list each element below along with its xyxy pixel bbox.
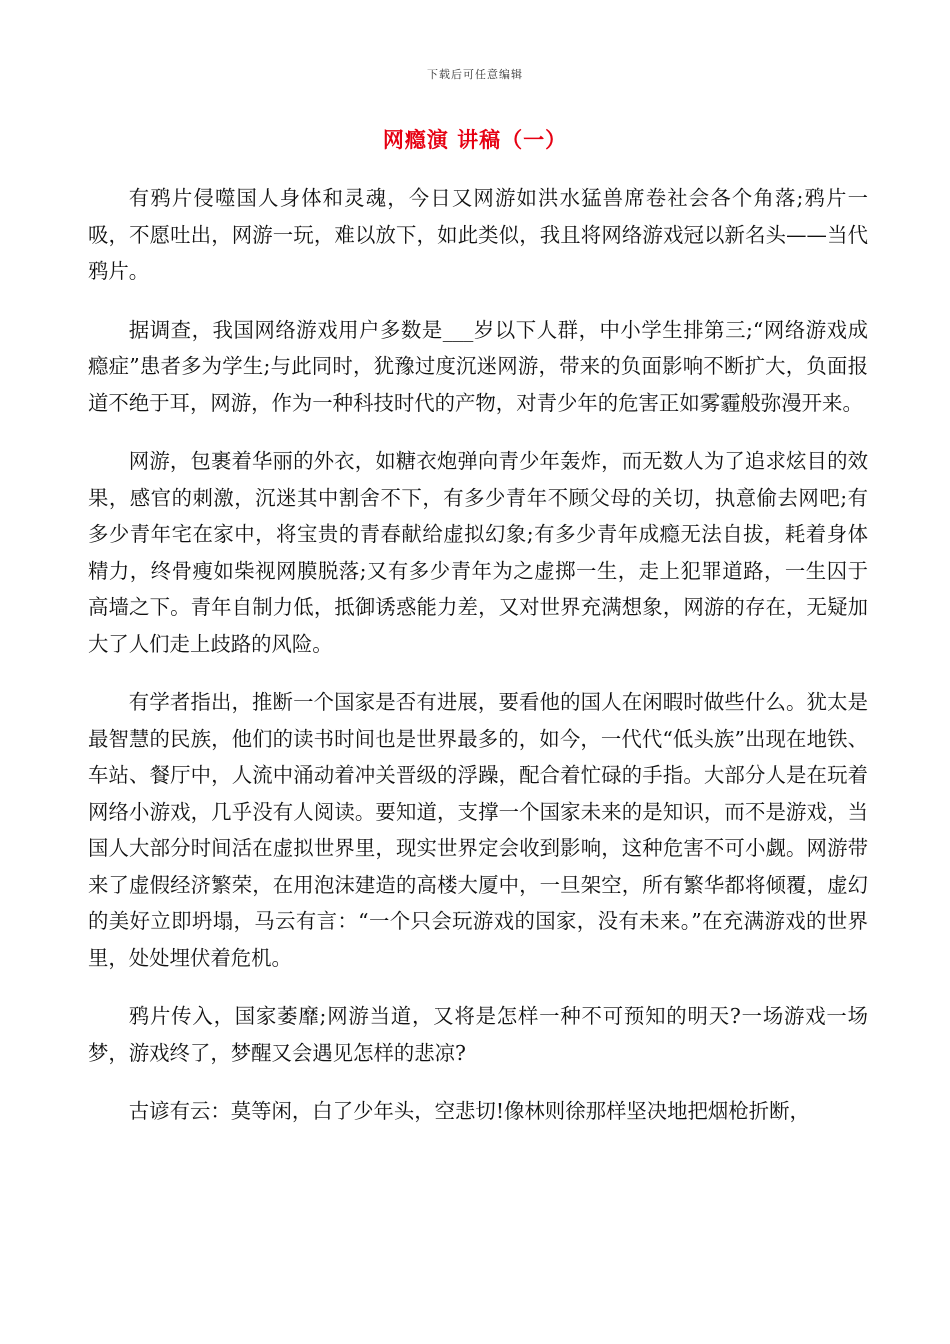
paragraph-6: 古谚有云：莫等闲，白了少年头，空悲切!像林则徐那样坚决地把烟枪折断， <box>128 1099 810 1123</box>
paragraph-3: 网游，包裹着华丽的外衣，如糖衣炮弹向青少年轰炸，而无数人为了追求炫目的效果，感官的刺激，沉迷其中割舍不下，有多少青年不顾父母的关切，执意偷去网吧;有多少青年宅在家中，将宝贵的青春献给虚拟幻象;有多少青年成瘾无法自拔，耗着身体精力，终骨瘦如柴视网膜脱落;又有多少青年为之虚掷一生，走上犯罪道路，一生囚于高墙之下。青年自制力低，抵御诱惑能力差，又对世界充满想象，网游的存在，无疑加大了人们走上歧路的风险。 <box>88 449 868 656</box>
header-note: 下载后可任意编辑 <box>427 68 523 81</box>
paragraph-2: 据调查，我国网络游戏用户多数是___岁以下人群，中小学生排第三;“网络游戏成瘾症”患者多为学生;与此同时，犹豫过度沉迷网游，带来的负面影响不断扩大，负面报道不绝于耳，网游，作为一种科技时代的产物，对青少年的危害正如雾霾般弥漫开来。 <box>88 317 868 415</box>
paragraph-1: 有鸦片侵噬国人身体和灵魂，今日又网游如洪水猛兽席卷社会各个角落;鸦片一吸，不愿吐出，网游一玩，难以放下，如此类似，我且将网络游戏冠以新名头——当代鸦片。 <box>88 186 868 283</box>
paragraph-4: 有学者指出，推断一个国家是否有进展，要看他的国人在闲暇时做些什么。犹太是最智慧的民族，他们的读书时间也是世界最多的，如今，一代代“低头族”出现在地铁、车站、餐厅中，人流中涌动着冲关晋级的浮躁，配合着忙碌的手指。大部分人是在玩着网络小游戏，几乎没有人阅读。要知道，支撑一个国家未来的是知识，而不是游戏，当国人大部分时间活在虚拟世界里，现实世界定会收到影响，这种危害不可小觑。网游带来了虚假经济繁荣，在用泡沫建造的高楼大厦中，一旦架空，所有繁华都将倾覆，虚幻的美好立即坍塌，马云有言：“一个只会玩游戏的国家，没有未来。”在充满游戏的世界里，处处埋伏着危机。 <box>88 690 868 970</box>
paragraph-5: 鸦片传入，国家萎靡;网游当道，又将是怎样一种不可预知的明天?一场游戏一场梦，游戏终了，梦醒又会遇见怎样的悲凉? <box>88 1004 868 1065</box>
document-title: 网瘾演 讲稿（一） <box>382 127 568 152</box>
document-body <box>88 180 868 1152</box>
